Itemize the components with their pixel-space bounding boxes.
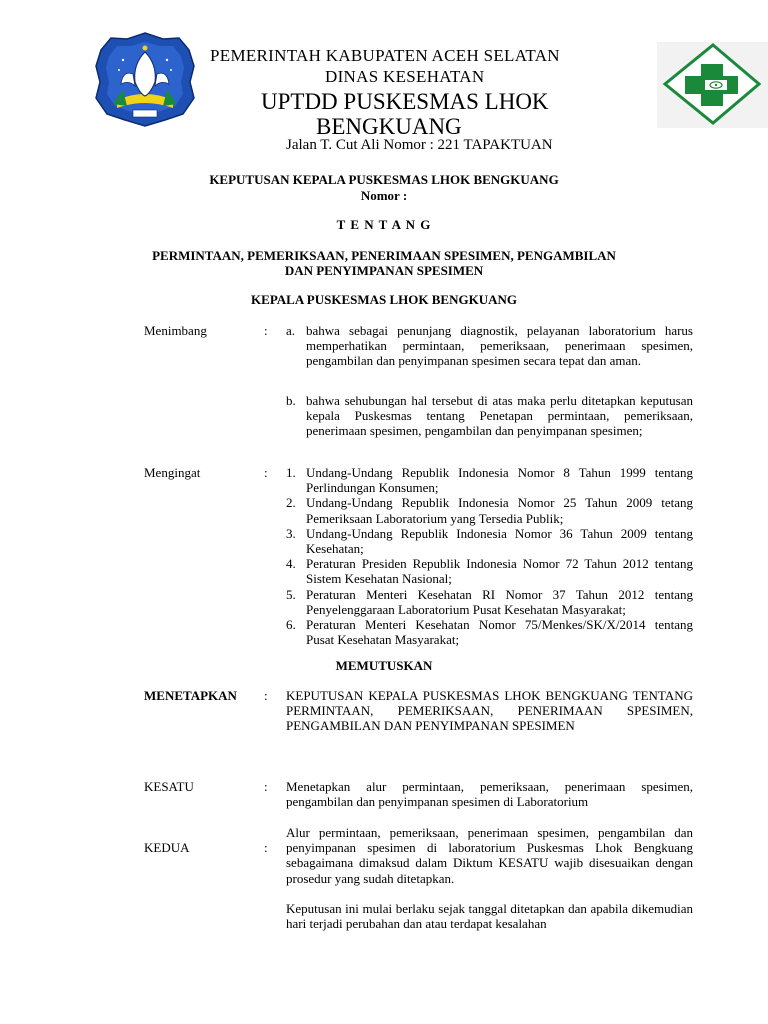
menimbang-b-marker: b. <box>286 393 296 408</box>
header-government: PEMERINTAH KABUPATEN ACEH SELATAN <box>210 46 560 65</box>
header-institution: UPTDD PUSKESMAS LHOK <box>261 89 549 114</box>
menimbang-a-marker: a. <box>286 323 296 338</box>
header-institution-cont: BENGKUANG <box>316 114 462 139</box>
tentang-heading: T E N T A N G <box>336 217 432 232</box>
list-item-text: Peraturan Presiden Republik Indonesia Nomor 72 Tahun 2012 tentang Sistem Kesehatan Nasional; <box>306 556 693 587</box>
kesatu-colon: : <box>264 779 268 794</box>
list-item <box>286 617 693 647</box>
list-item-text: Peraturan Menteri Kesehatan Nomor 75/Menkes/SK/X/2014 tentang Pusat Kesehatan Masyarakat; <box>306 617 693 648</box>
menimbang-a-text: bahwa sebagai penunjang diagnostik, pelayanan laboratorium harus memperhatikan permintaan, pemeriksaan, penerimaan spesimen, pengambilan dan penyimpanan spesimen secara tepat dan aman. <box>306 323 693 369</box>
mengingat-colon: : <box>264 465 268 480</box>
kedua-colon: : <box>264 840 268 855</box>
list-item-number: 5. <box>286 586 296 602</box>
menimbang-colon: : <box>264 323 268 338</box>
header-department: DINAS KESEHATAN <box>325 67 485 86</box>
issuer-heading: KEPALA PUSKESMAS LHOK BENGKUANG <box>251 292 517 307</box>
mengingat-label: Mengingat <box>144 465 201 480</box>
kedua-text: Alur permintaan, pemeriksaan, penerimaan spesimen, pengambilan dan penyimpanan spesimen di laboratorium Puskesmas Lhok Bengkuang sebagaimana dimaksud dalam Diktum KESATU wajib disesuaikan dengan prosedur yang sudah ditetapkan. <box>286 825 693 886</box>
menetapkan-label: MENETAPKAN <box>144 688 237 703</box>
aceh-selatan-regency-seal-icon <box>93 30 197 128</box>
memutuskan-heading: MEMUTUSKAN <box>335 658 433 673</box>
list-item-text: Undang-Undang Republik Indonesia Nomor 8 Tahun 1999 tentang Perlindungan Konsumen; <box>306 465 693 496</box>
header-address: Jalan T. Cut Ali Nomor : 221 TAPAKTUAN <box>286 137 553 153</box>
list-item-text: Undang-Undang Republik Indonesia Nomor 25 Tahun 2009 tetang Pemeriksaan Laboratorium yang Tersedia Publik; <box>306 495 693 526</box>
kedua-label: KEDUA <box>144 840 190 855</box>
list-item-number: 2. <box>286 495 296 511</box>
decree-number: Nomor : <box>360 188 408 203</box>
list-item <box>286 495 693 525</box>
subject-line-1: PERMINTAAN, PEMERIKSAAN, PENERIMAAN SPESIMEN, PENGAMBILAN <box>152 248 616 263</box>
list-item-number: 1. <box>286 465 296 480</box>
list-item-number: 3. <box>286 525 296 541</box>
kesatu-label: KESATU <box>144 779 194 794</box>
list-item-text: Undang-Undang Republik Indonesia Nomor 36 Tahun 2009 tentang Kesehatan; <box>306 525 693 557</box>
list-item-text: Peraturan Menteri Kesehatan RI Nomor 37 Tahun 2012 tentang Penyelenggaraan Laboratorium Pusat Kesehatan Masyarakat; <box>306 586 693 617</box>
menetapkan-colon: : <box>264 688 268 703</box>
menimbang-b-text: bahwa sehubungan hal tersebut di atas maka perlu ditetapkan keputusan kepala Puskesmas tentang Penetapan permintaan, pemeriksaan, penerimaan spesimen, pengambilan dan penyimpanan spesimen; <box>306 393 693 439</box>
menetapkan-text: KEPUTUSAN KEPALA PUSKESMAS LHOK BENGKUANG TENTANG PERMINTAAN, PEMERIKSAAN, PENERIMAAN SPESIMEN, PENGAMBILAN DAN PENYIMPANAN SPESIMEN <box>286 688 693 734</box>
list-item <box>286 556 693 586</box>
decree-title: KEPUTUSAN KEPALA PUSKESMAS LHOK BENGKUANG <box>209 172 559 187</box>
puskesmas-green-cross-icon <box>657 42 768 128</box>
list-item <box>286 587 693 617</box>
mengingat-list <box>286 465 693 647</box>
kesatu-text: Menetapkan alur permintaan, pemeriksaan, penerimaan spesimen, pengambilan dan penyimpanan spesimen di Laboratorium <box>286 779 693 810</box>
list-item <box>286 526 693 556</box>
menimbang-label: Menimbang <box>144 323 207 338</box>
ketiga-text: Keputusan ini mulai berlaku sejak tanggal ditetapkan dan apabila dikemudian hari terjadi perubahan dan atau terdapat kesalahan <box>286 901 693 932</box>
list-item-number: 4. <box>286 556 296 572</box>
list-item <box>286 465 693 495</box>
list-item-number: 6. <box>286 617 296 633</box>
subject-line-2: DAN PENYIMPANAN SPESIMEN <box>284 263 484 278</box>
